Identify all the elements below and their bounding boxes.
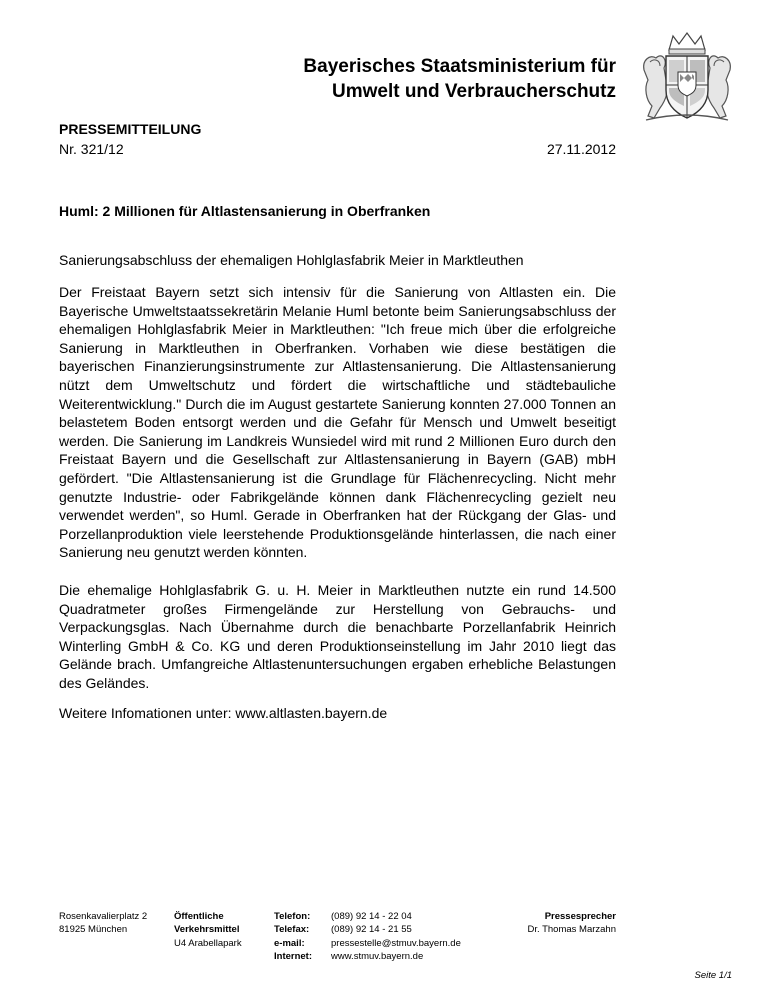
headline: Huml: 2 Millionen für Altlastensanierung in Oberfranken: [59, 203, 431, 219]
footer-spokesperson: [470, 910, 616, 937]
footer-internet-label: Internet:: [274, 951, 312, 963]
footer-address-line-2: 81925 München: [59, 924, 128, 936]
footer-transit-value: U4 Arabellapark: [174, 937, 242, 949]
footer-transit: [174, 910, 242, 950]
footer-email: pressestelle@stmuv.bayern.de: [331, 937, 461, 949]
ministry-name: [250, 54, 616, 104]
footer-address-line-1: Rosenkavalierplatz 2: [59, 911, 148, 922]
footer-contact-values: [331, 910, 461, 964]
footer-transit-label: Öffentliche: [174, 911, 224, 922]
ministry-line-1: Bayerisches Staatsministerium für: [303, 56, 616, 77]
page-number: Seite 1/1: [694, 970, 732, 981]
body-paragraph-2: Die ehemalige Hohlglasfabrik G. u. H. Meier in Marktleuthen nutzte ein rund 14.500 Quadratmeter großes Firmengelände zur Herstellung von Gebrauchs- und Verpackungsglas. Nach Übernahme durch die benachbarte Porzellanfabrik Heinrich Winterling GmbH & Co. KG und deren Produktionseinstellung im Jahr 2010 liegt das Gelände brach. Umfangreiche Altlastenuntersuchungen ergaben erhebliche Belastungen des Geländes.: [59, 582, 616, 691]
footer-phone-label: Telefon:: [274, 911, 311, 922]
footer-email-label: e-mail:: [274, 937, 305, 949]
footer-spokesperson-label: Pressesprecher: [544, 911, 616, 922]
footer-address: [59, 910, 147, 937]
release-number: Nr. 321/12: [59, 141, 124, 157]
footer-internet: www.stmuv.bayern.de: [331, 951, 424, 963]
footer-contact-labels: [274, 910, 312, 964]
footer-spokesperson-name: Dr. Thomas Marzahn: [527, 924, 616, 936]
release-label: PRESSEMITTEILUNG: [59, 121, 202, 137]
bavarian-coat-of-arms-icon: [636, 30, 738, 125]
release-date: 27.11.2012: [546, 141, 616, 157]
ministry-line-2: Umwelt und Verbraucherschutz: [331, 81, 616, 102]
footer-fax-label: Telefax:: [274, 924, 310, 936]
body-paragraph-1: Der Freistaat Bayern setzt sich intensiv für die Sanierung von Altlasten ein. Die Bayerische Umweltstaatssekretärin Melanie Huml betonte beim Sanierungsabschluss der ehemaligen Hohlglasfabrik Meier in Marktleuthen: "Ich freue mich über die erfolgreiche Sanierung in Marktleuthen in Oberfranken. Vorhaben wie diese bestätigen die bayerischen Finanzierungsinstrumente zur Altlastensanierung. Die Altlastensanierung nützt dem Umweltschutz und fördert die wirtschaftliche und städtebauliche Weiterentwicklung." Durch die im August gestartete Sanierung konnten 27.000 Tonnen an belastetem Boden entsorgt werden und die Gefahr für Mensch und Umwelt beseitigt werden. Die Sanierung im Landkreis Wunsiedel wird mit rund 2 Millionen Euro durch den Freistaat Bayern und die Gesellschaft zur Altlastensanierung in Bayern (GAB) mbH gefördert. "Die Altlastensanierung ist die Grundlage für Flächenrecycling. Nicht mehr genutzte Industrie- oder Fabrikgelände können dank Flächenrecycling gezielt neu verwendet werden", so Huml. Gerade in Oberfranken hat der Rückgang der Glas- und Porzellanproduktion viele leerstehende Produktionsgelände hinterlassen, die nach einer Sanierung neu genutzt werden könnten.: [59, 284, 616, 561]
subline: Sanierungsabschluss der ehemaligen Hohlglasfabrik Meier in Marktleuthen: [59, 252, 524, 268]
footer-fax: (089) 92 14 - 21 55: [331, 924, 412, 936]
more-info: Weitere Infomationen unter: www.altlasten.bayern.de: [59, 705, 388, 721]
footer-transit-label-2: Verkehrsmittel: [174, 924, 240, 936]
footer-phone: (089) 92 14 - 22 04: [331, 911, 412, 922]
